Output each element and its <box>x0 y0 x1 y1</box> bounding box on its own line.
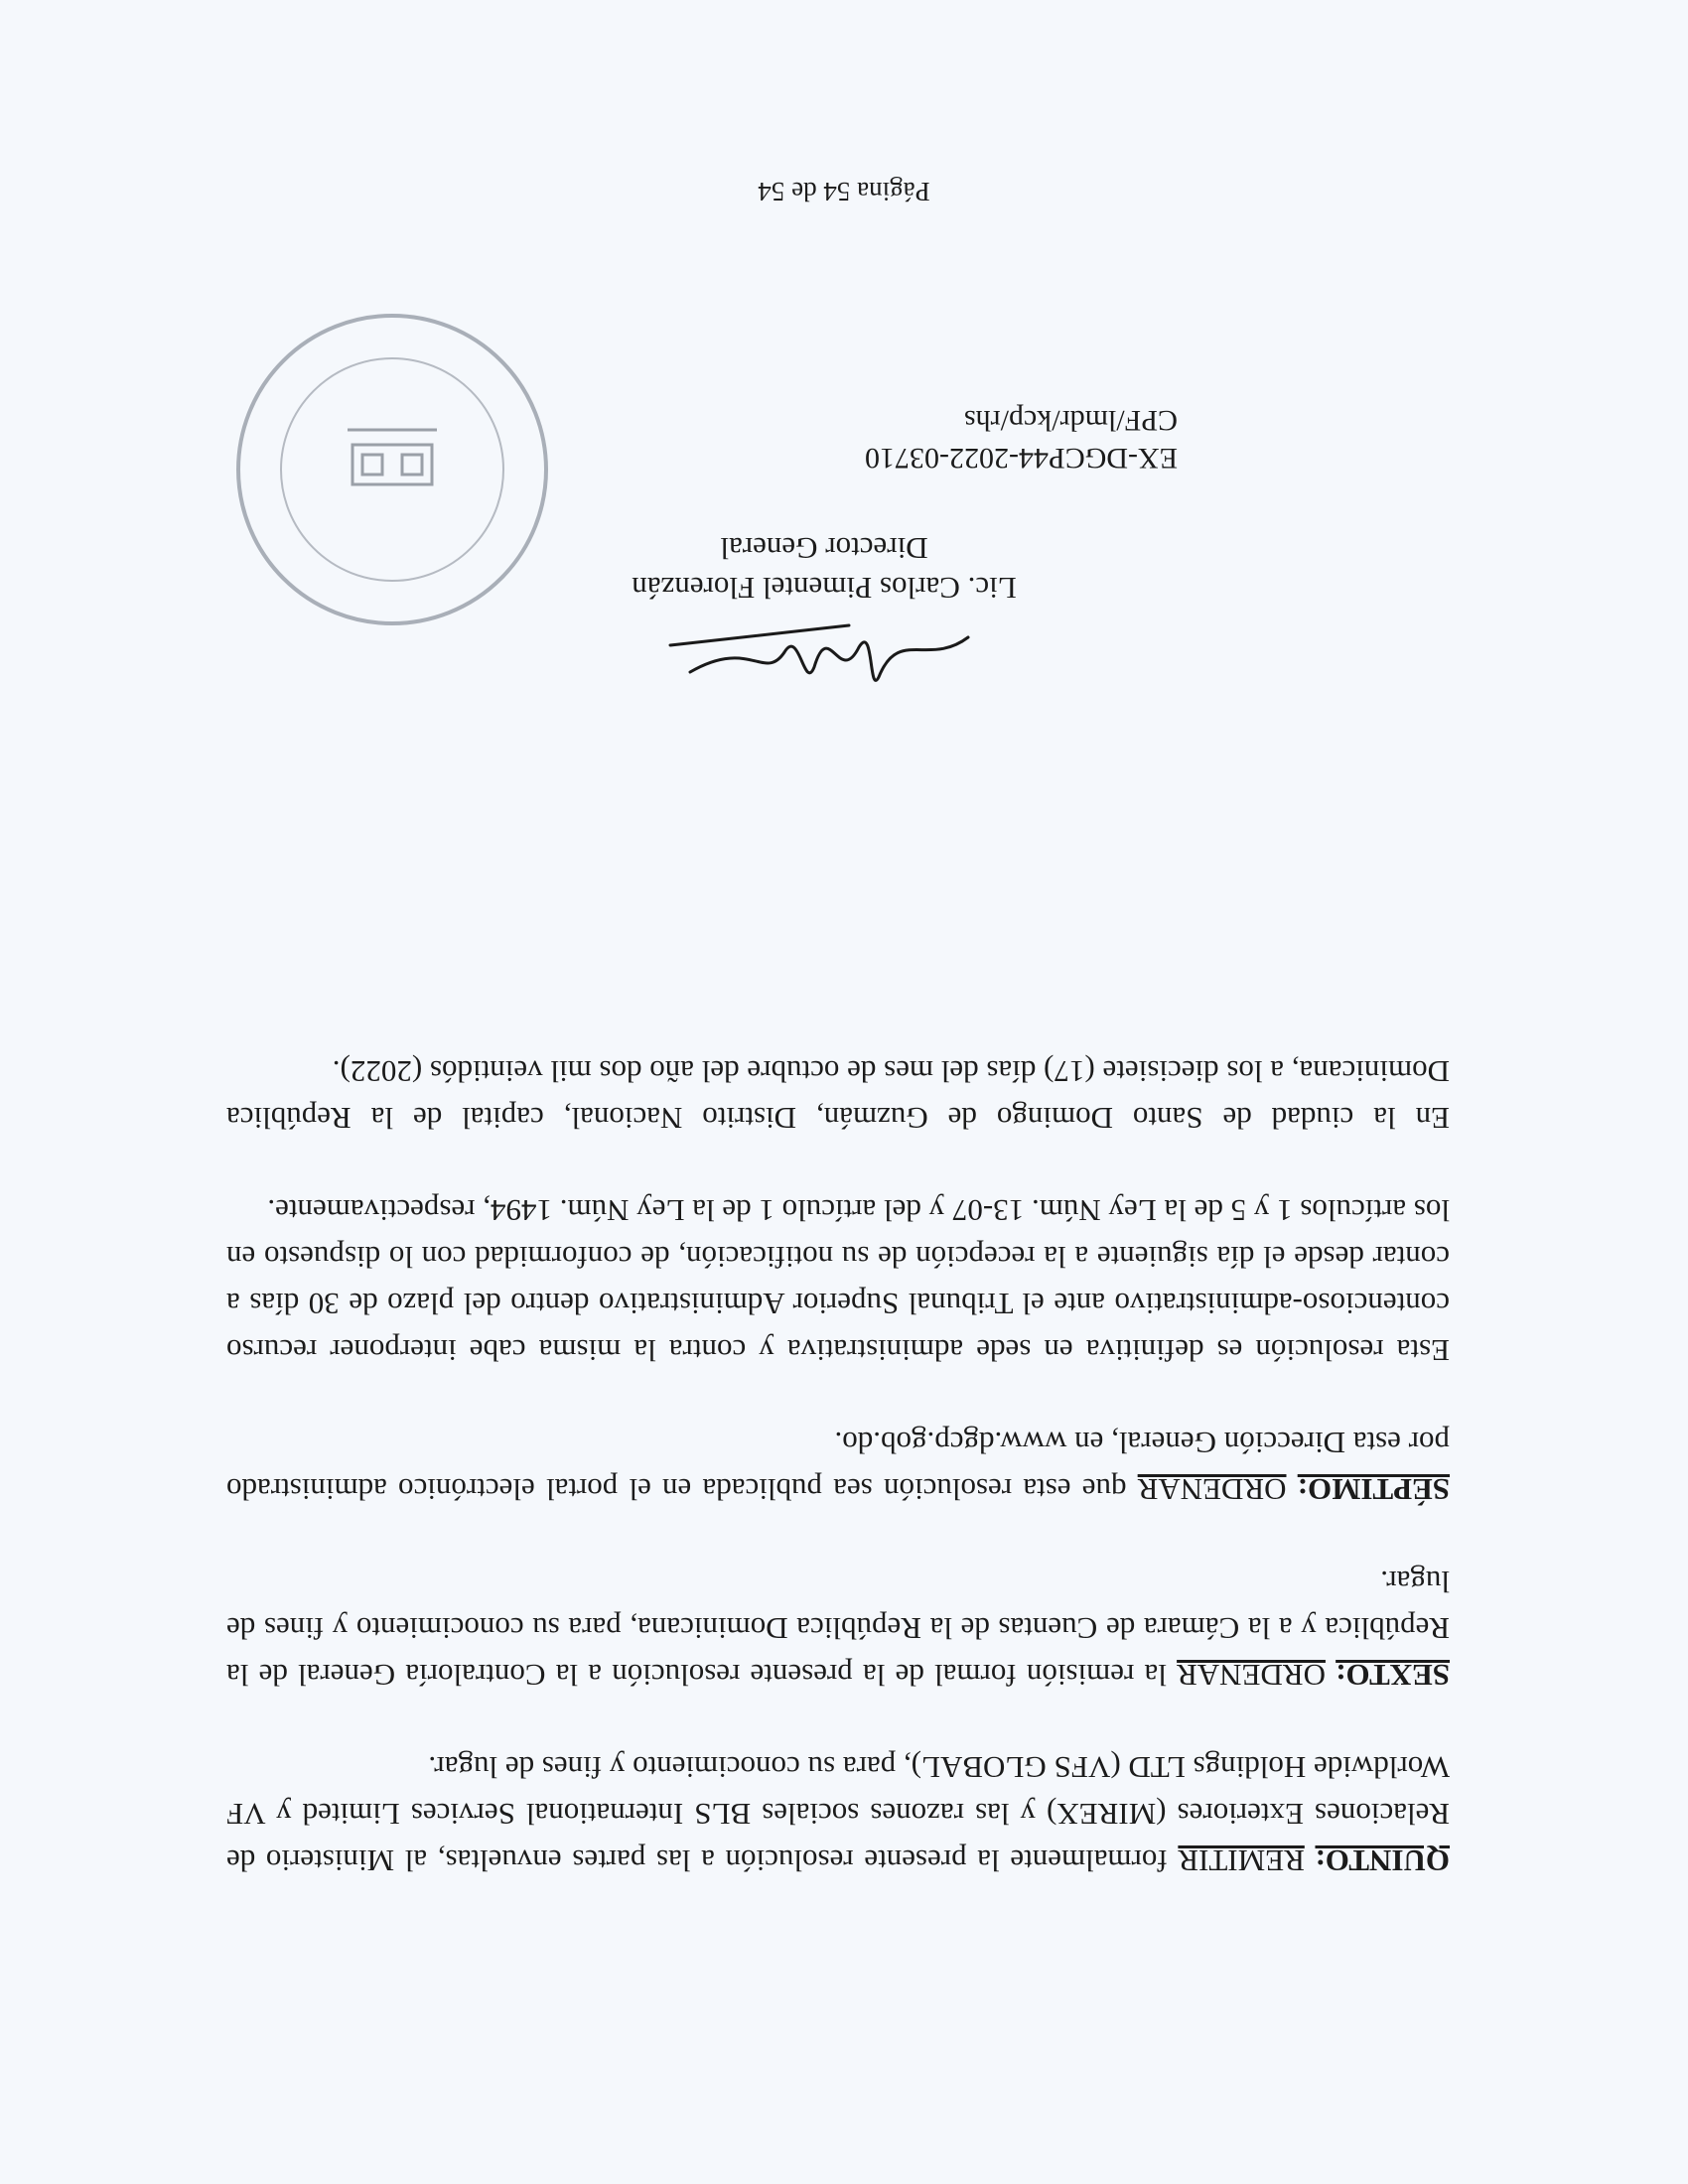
official-seal <box>228 306 556 633</box>
resolution-body <box>226 1003 1450 1884</box>
paragraph-heading: SEXTO: <box>1336 1658 1450 1693</box>
paragraph-recurso <box>226 1187 1450 1374</box>
paragraph-text: Esta resolución es definitiva en sede administrativa y contra la misma cabe interponer recurso contencioso-administrativo ante el Tribunal Superior Administrativo dentro del plazo de 30 días a contar desde el día siguiente a la recepción de su notificación, de conformidad con lo dispuesto en los artículos 1 y 5 de la Ley Núm. 13-07 y del artículo 1 de la Ley Núm. 1494, respectivamente. <box>226 1193 1450 1368</box>
signature-block <box>596 528 1053 707</box>
paragraph-text: En la ciudad de Santo Domingo de Guzmán, Distrito Nacional, capital de la República Dominicana, a los diecisiete (17) días del mes de octubre del año dos mil veintidós (2022). <box>226 1054 1450 1136</box>
initials: CPF/lmdr/kcp/rhs <box>963 404 1178 437</box>
paragraph-text: formalmente la presente resolución a las partes envueltas, al Ministerio de Relaciones Exteriores (MIREX) y las razones sociales BLS International Services Limited y VF Worldwide Holdings LTD (VFS GLOBAL), para su conocimiento y fines de lugar. <box>226 1750 1450 1878</box>
page-number: Página 54 de 54 <box>758 177 930 206</box>
paragraph-verb: REMITIR <box>1178 1843 1305 1878</box>
handwritten-signature <box>660 608 988 707</box>
paragraph-verb: ORDENAR <box>1137 1472 1287 1507</box>
paragraph-septimo <box>226 1420 1450 1513</box>
paragraph-heading: QUINTO: <box>1315 1843 1450 1878</box>
reference-block <box>865 401 1178 477</box>
paragraph-lugar-fecha <box>226 1048 1450 1142</box>
file-reference: EX-DGCP44-2022-03710 <box>865 442 1178 475</box>
signer-title: Director General <box>720 531 928 566</box>
paragraph-sexto <box>226 1559 1450 1699</box>
paragraph-text: la remisión formal de la presente resolución a la Contraloría General de la República y a la Cámara de Cuentas de la República Dominicana, para su conocimiento y fines de lugar. <box>225 1565 1450 1693</box>
signer-name: Lic. Carlos Pimentel Florenzán <box>632 571 1017 606</box>
paragraph-text: que esta resolución sea publicada en el portal electrónico administrado por esta Dirección General, en www.dgcp.gob.do. <box>226 1426 1450 1507</box>
paragraph-verb: ORDENAR <box>1177 1658 1326 1693</box>
paragraph-heading: SÉPTIMO: <box>1297 1472 1450 1507</box>
paragraph-quinto <box>226 1744 1450 1884</box>
